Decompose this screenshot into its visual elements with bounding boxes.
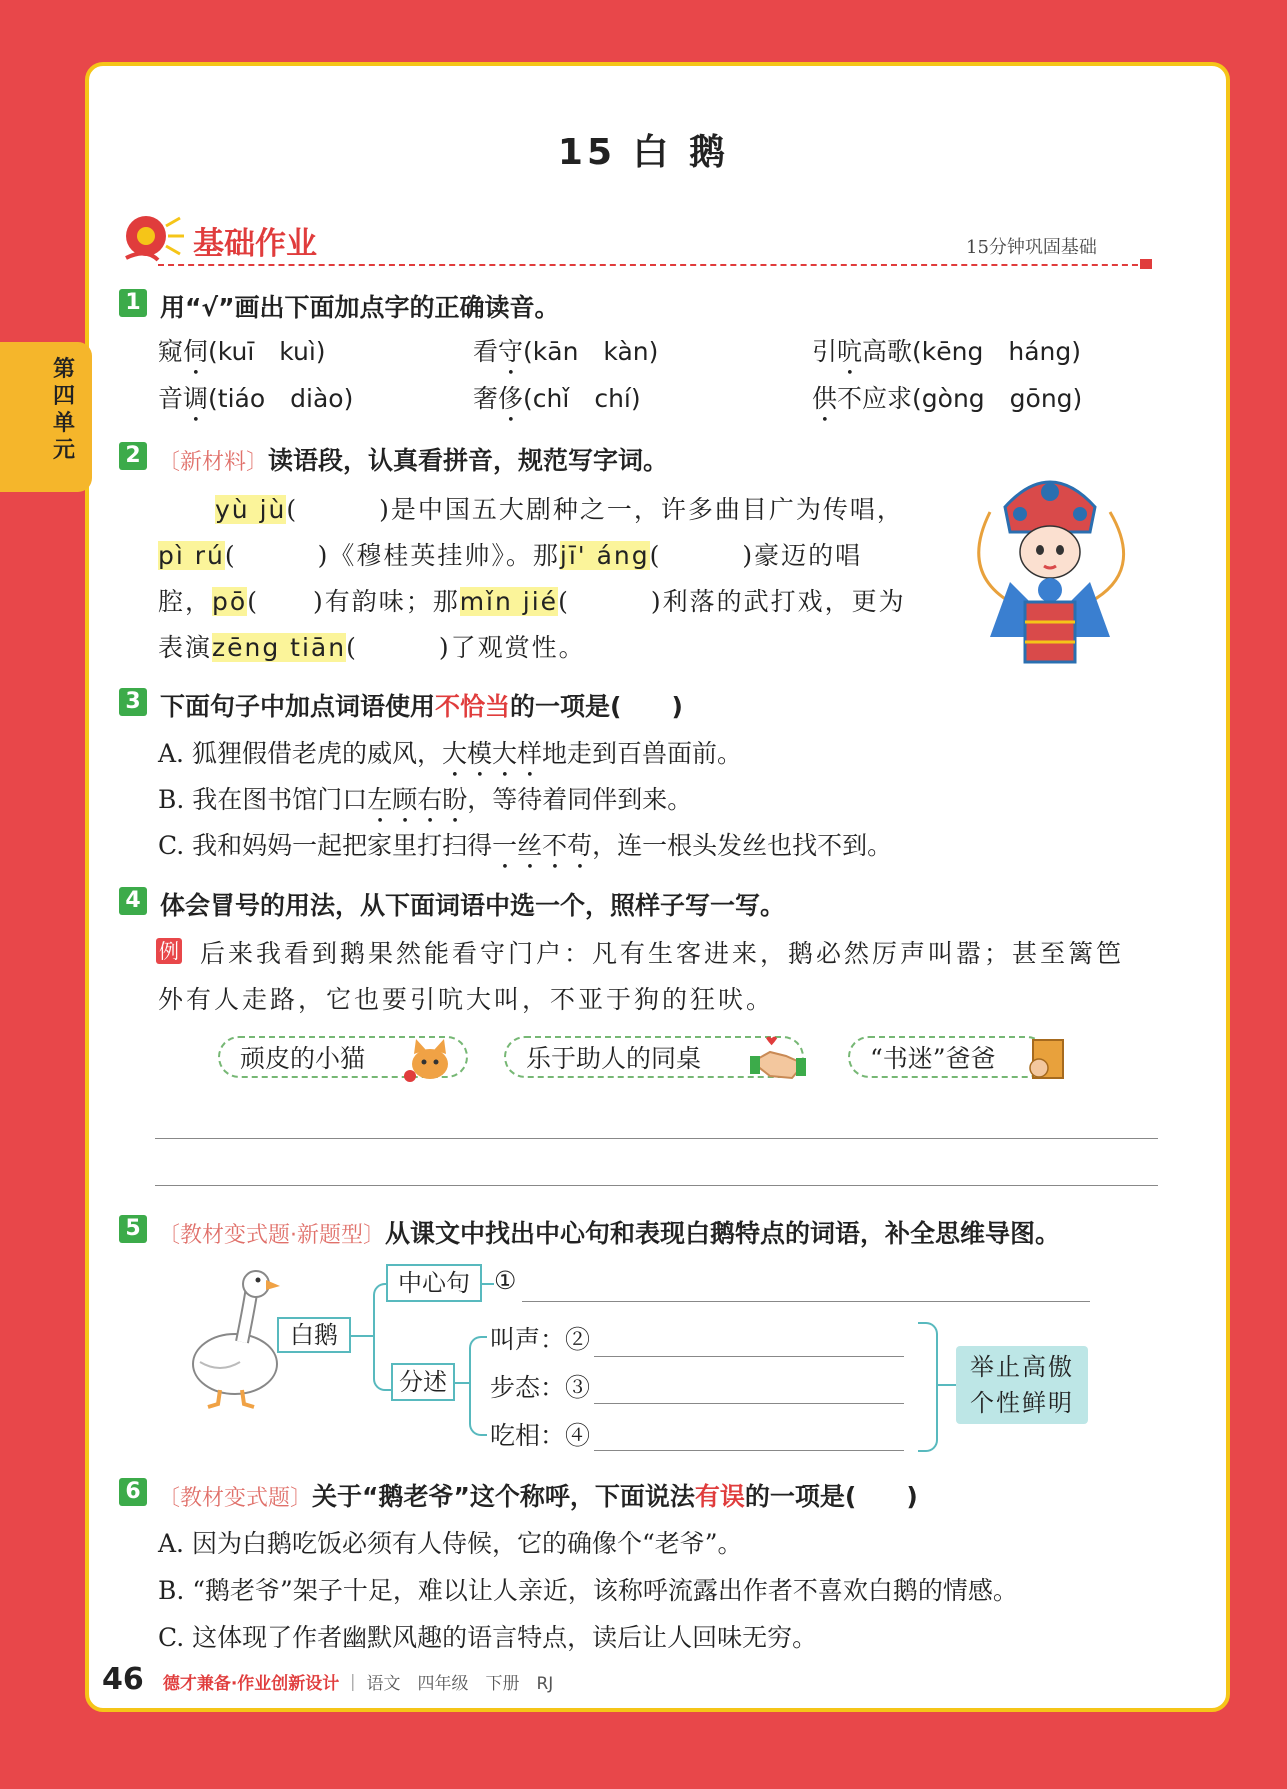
word-part: 引 bbox=[812, 337, 838, 366]
answer-line[interactable] bbox=[155, 1185, 1158, 1186]
map-root: 白鹅 bbox=[277, 1317, 351, 1353]
q2-text: ( )《穆桂英挂帅》。那 bbox=[224, 541, 560, 570]
footer-brand: 德才兼备·作业创新设计 bbox=[162, 1674, 340, 1694]
choice-label: 顽皮的小猫 bbox=[240, 1044, 366, 1073]
section-title: 基础作业 bbox=[193, 226, 317, 262]
q2-line-1 bbox=[215, 490, 904, 526]
q4-prompt: 体会冒号的用法，从下面词语中选一个，照样子写一写。 bbox=[160, 891, 786, 920]
pinyin-options: (kēng háng) bbox=[912, 337, 1082, 366]
dotted-char: 供 bbox=[812, 384, 838, 413]
q1-item[interactable] bbox=[158, 379, 353, 428]
question-number: 4 bbox=[119, 887, 147, 915]
q2-text: 表演 bbox=[158, 633, 213, 662]
pinyin-prompt: jī' áng bbox=[559, 541, 650, 570]
choice-label: 乐于助人的同桌 bbox=[526, 1044, 702, 1073]
example-badge: 例 bbox=[156, 938, 182, 964]
dotted-phrase: 左顾右盼 bbox=[367, 785, 468, 814]
section-divider bbox=[158, 264, 1148, 266]
choice-bookworm-dad[interactable] bbox=[848, 1036, 1048, 1078]
q6-option-b[interactable]: B. “鹅老爷”架子十足，难以让人亲近，该称呼流露出作者不喜欢白鹅的情感。 bbox=[158, 1576, 1018, 1605]
option-text: A. 狐狸假借老虎的威风， bbox=[158, 739, 442, 768]
q3-prompt: 下面句子中加点词语使用 bbox=[160, 692, 436, 721]
pinyin-prompt: pì rú bbox=[158, 541, 225, 570]
option-text: 地走到百兽面前。 bbox=[541, 739, 742, 768]
unit-tab-label: 第四单元 bbox=[52, 356, 75, 463]
q3-option[interactable] bbox=[158, 734, 742, 783]
question-number: 1 bbox=[119, 289, 147, 317]
word-part: 看 bbox=[473, 337, 499, 366]
q2-tag: 〔新材料〕 bbox=[158, 450, 269, 475]
choice-label: “书迷”爸爸 bbox=[870, 1044, 996, 1073]
q1-item[interactable] bbox=[812, 379, 1082, 428]
footer-info: 语文 四年级 下册 RJ bbox=[366, 1674, 554, 1694]
map-center-blank-label: ① bbox=[494, 1266, 517, 1295]
book-icon bbox=[1025, 1034, 1071, 1084]
dotted-char: 吭 bbox=[837, 337, 863, 366]
map-item: 吃相：④ bbox=[490, 1421, 591, 1450]
word-part: 不应求 bbox=[837, 384, 913, 413]
q4-example-line-2: 外有人走路，它也要引吭大叫，不亚于狗的狂吠。 bbox=[158, 985, 775, 1014]
q2-line-4 bbox=[158, 628, 586, 664]
question-number: 6 bbox=[119, 1478, 147, 1506]
map-connector bbox=[351, 1335, 373, 1337]
q3-keyword: 不恰当 bbox=[435, 692, 511, 721]
q2-text: ( )了观赏性。 bbox=[346, 633, 586, 662]
map-item: 叫声：② bbox=[490, 1325, 591, 1354]
handshake-icon bbox=[748, 1034, 808, 1084]
pinyin-options: (kuī kuì) bbox=[208, 337, 326, 366]
answer-line[interactable] bbox=[522, 1301, 1090, 1302]
answer-line[interactable] bbox=[155, 1138, 1158, 1139]
map-item: 步态：③ bbox=[490, 1373, 591, 1402]
pinyin-prompt: zēng tiān bbox=[212, 633, 347, 662]
q1-item[interactable] bbox=[158, 332, 326, 381]
map-bracket bbox=[469, 1336, 487, 1436]
q1-item[interactable] bbox=[473, 332, 658, 381]
dotted-phrase: 大模大样 bbox=[441, 739, 542, 768]
option-text: C. 我和妈妈一起把家里打扫得 bbox=[158, 831, 493, 860]
option-text: ，连一根头发丝也找不到。 bbox=[592, 831, 893, 860]
q3-option[interactable] bbox=[158, 826, 892, 875]
q2-text: ( )有韵味；那 bbox=[247, 587, 460, 616]
q2-text: ( )豪迈的唱 bbox=[649, 541, 863, 570]
dotted-phrase: 一丝不苟 bbox=[492, 831, 593, 860]
q3-prompt-end: 的一项是( ) bbox=[510, 692, 683, 721]
q1-item[interactable] bbox=[812, 332, 1081, 381]
map-summary-box bbox=[956, 1346, 1088, 1424]
q1-item[interactable] bbox=[473, 379, 641, 428]
pinyin-options: (gòng gōng) bbox=[912, 384, 1083, 413]
q5-tag: 〔教材变式题·新题型〕 bbox=[158, 1223, 385, 1248]
word-part: 高歌 bbox=[862, 337, 913, 366]
cat-icon bbox=[398, 1034, 460, 1084]
q2-prompt: 读语段，认真看拼音，规范写字词。 bbox=[268, 446, 669, 475]
bell-icon bbox=[118, 208, 188, 266]
page-number: 46 bbox=[102, 1662, 144, 1697]
dotted-char: 守 bbox=[498, 337, 524, 366]
summary-line: 个性鲜明 bbox=[970, 1389, 1074, 1417]
q6-tag: 〔教材变式题〕 bbox=[158, 1486, 313, 1511]
unit-tab bbox=[0, 342, 92, 492]
word-part: 奢 bbox=[473, 384, 499, 413]
word-part: 窥 bbox=[158, 337, 184, 366]
dotted-char: 伺 bbox=[183, 337, 209, 366]
q1-prompt: 用“√”画出下面加点字的正确读音。 bbox=[160, 293, 560, 322]
q3-option[interactable] bbox=[158, 780, 692, 829]
section-subtitle: 15分钟巩固基础 bbox=[966, 237, 1097, 258]
pinyin-options: (tiáo diào) bbox=[208, 384, 354, 413]
q2-text: 腔， bbox=[158, 587, 213, 616]
map-connector bbox=[936, 1384, 956, 1386]
q6-prompt-end: 的一项是( ) bbox=[744, 1482, 918, 1511]
word-part: 音 bbox=[158, 384, 184, 413]
option-text: B. 我在图书馆门口 bbox=[158, 785, 368, 814]
divider-end bbox=[1140, 259, 1152, 269]
map-bracket bbox=[918, 1322, 938, 1452]
pinyin-options: (chǐ chí) bbox=[523, 384, 641, 413]
question-number: 3 bbox=[119, 688, 147, 716]
map-center-node: 中心句 bbox=[386, 1264, 482, 1302]
question-number: 5 bbox=[119, 1215, 147, 1243]
question-number: 2 bbox=[119, 442, 147, 470]
opera-figure-illustration bbox=[950, 462, 1150, 667]
answer-line[interactable] bbox=[594, 1403, 904, 1404]
q6-option-c[interactable]: C. 这体现了作者幽默风趣的语言特点，读后让人回味无穷。 bbox=[158, 1623, 818, 1652]
pinyin-prompt: yù jù bbox=[215, 495, 287, 524]
q5-prompt: 从课文中找出中心句和表现白鹅特点的词语，补全思维导图。 bbox=[385, 1219, 1061, 1248]
pinyin-prompt: mǐn jié bbox=[459, 587, 559, 616]
pinyin-prompt: pō bbox=[212, 587, 248, 616]
dotted-char: 调 bbox=[183, 384, 209, 413]
answer-line[interactable] bbox=[594, 1356, 904, 1357]
page-footer: 46 德才兼备·作业创新设计 ｜ 语文 四年级 下册 RJ bbox=[102, 1662, 554, 1697]
map-branch-node: 分述 bbox=[391, 1363, 455, 1401]
pinyin-options: (kān kàn) bbox=[523, 337, 659, 366]
q2-line-3 bbox=[158, 582, 906, 618]
q4-example-line-1: 后来我看到鹅果然能看守门户：凡有生客进来，鹅必然厉声叫嚣；甚至篱笆 bbox=[200, 939, 1125, 968]
q6-keyword: 有误 bbox=[694, 1482, 745, 1511]
q2-line-2 bbox=[158, 536, 862, 572]
q2-text: ( )利落的武打戏，更为 bbox=[558, 587, 906, 616]
answer-line[interactable] bbox=[594, 1450, 904, 1451]
q6-option-a[interactable]: A. 因为白鹅吃饭必须有人侍候，它的确像个“老爷”。 bbox=[158, 1529, 743, 1558]
dotted-char: 侈 bbox=[498, 384, 524, 413]
option-text: ，等待着同伴到来。 bbox=[467, 785, 693, 814]
summary-line: 举止高傲 bbox=[970, 1353, 1074, 1381]
goose-illustration bbox=[180, 1262, 290, 1412]
q2-text: ( )是中国五大剧种之一，许多曲目广为传唱， bbox=[286, 495, 904, 524]
map-connector bbox=[482, 1283, 494, 1285]
map-connector bbox=[455, 1382, 469, 1384]
q6-prompt: 关于“鹅老爷”这个称呼，下面说法 bbox=[312, 1482, 695, 1511]
page-title: 15 白 鹅 bbox=[557, 132, 730, 173]
